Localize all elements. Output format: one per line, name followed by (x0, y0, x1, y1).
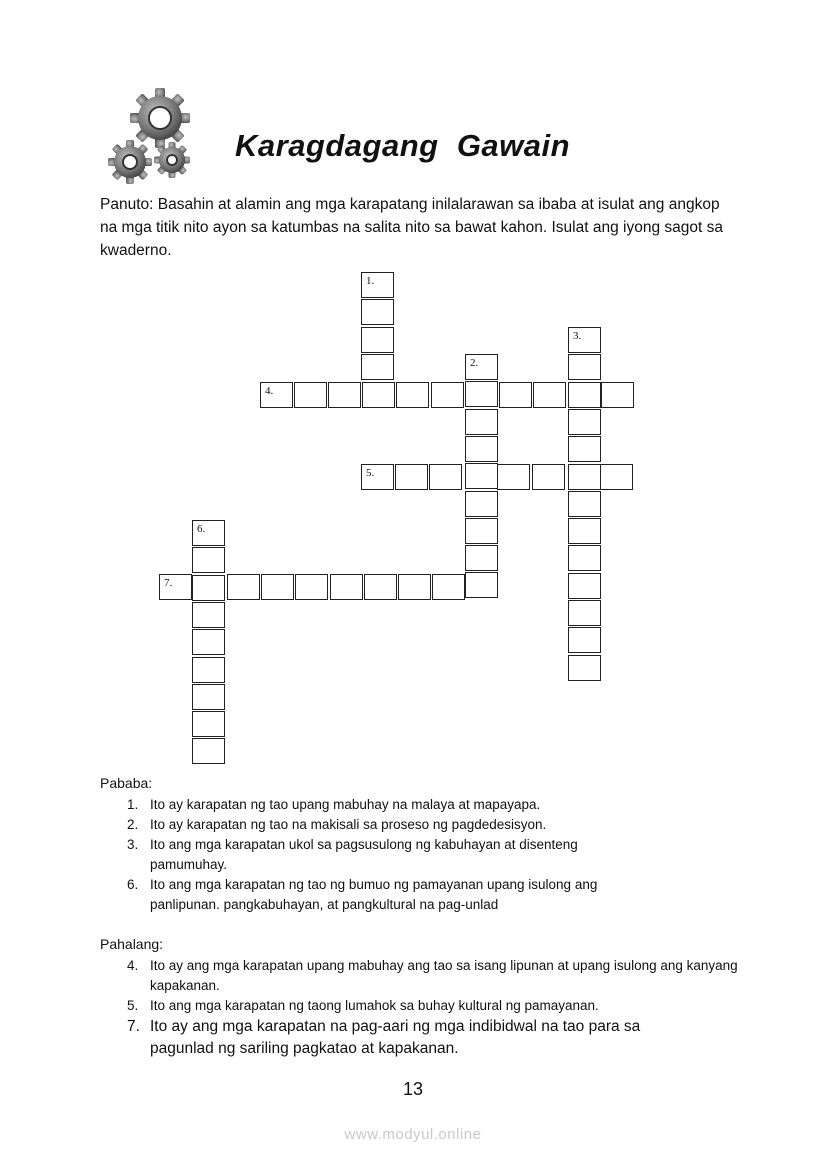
crossword-cell (192, 547, 225, 573)
clue-down-1: 1. Ito ay karapatan ng tao upang mabuhay na malaya at mapayapa. (127, 797, 541, 812)
crossword-cell (465, 572, 498, 598)
crossword-number: 1. (366, 275, 375, 287)
crossword-cell (396, 382, 429, 408)
crossword-cell (159, 574, 192, 600)
crossword-cell (499, 382, 532, 408)
crossword-cell (568, 464, 601, 490)
clue-across-5: 5. Ito ang mga karapatan ng taong lumahok sa buhay kultural ng pamayanan. (127, 998, 599, 1013)
crossword-cell (600, 464, 633, 490)
clues-down (100, 775, 750, 915)
crossword-cell (330, 574, 363, 600)
crossword-cell (568, 627, 601, 653)
crossword-cell (361, 464, 394, 490)
crossword-number: 6. (197, 523, 206, 535)
crossword-cell (361, 354, 394, 380)
clues-across (100, 936, 750, 1060)
crossword-cell (465, 381, 498, 407)
crossword-cell (533, 382, 566, 408)
crossword-cell (568, 573, 601, 599)
crossword-number: 2. (470, 357, 479, 369)
crossword-cell (429, 464, 462, 490)
crossword-cell (497, 464, 530, 490)
crossword-cell (465, 354, 498, 380)
crossword-cell (465, 518, 498, 544)
crossword-cell (364, 574, 397, 600)
crossword-cell (192, 520, 225, 546)
crossword-cell (465, 545, 498, 571)
watermark: www.modyul.online (344, 1126, 482, 1143)
crossword-number: 3. (573, 330, 582, 342)
crossword-cell (568, 518, 601, 544)
crossword-cell (192, 738, 225, 764)
crossword-cell (192, 602, 225, 628)
crossword-cell (227, 574, 260, 600)
crossword-cell (568, 491, 601, 517)
crossword-number: 7. (164, 577, 173, 589)
crossword-cell (398, 574, 431, 600)
crossword-cell (361, 299, 394, 325)
crossword-cell (192, 684, 225, 710)
clue-across-7: 7. Ito ay ang mga karapatan na pag-aari ng mga indibidwal na tao para sa pagunlad ng sariling pagkatao at kapakanan. (127, 1018, 641, 1057)
crossword-cell (361, 327, 394, 353)
crossword-cell (192, 657, 225, 683)
crossword-cell (568, 409, 601, 435)
crossword-cell (432, 574, 465, 600)
crossword-cell (568, 354, 601, 380)
crossword-cell (361, 272, 394, 298)
crossword-cell (192, 575, 225, 601)
crossword-cell (568, 382, 601, 408)
crossword-cell (260, 382, 293, 408)
crossword-cell (294, 382, 327, 408)
page-title: Karagdagang Gawain (235, 128, 571, 163)
crossword-cell (431, 382, 464, 408)
crossword-cell (532, 464, 565, 490)
crossword-cell (261, 574, 294, 600)
clue-down-6: 6. Ito ang mga karapatan ng tao ng bumuo ng pamayanan upang isulong ang panlipunan. pangkabuhayan, at pangkultural na pag-unlad (127, 877, 598, 912)
crossword-cell (568, 545, 601, 571)
crossword-cell (465, 491, 498, 517)
crossword-cell (568, 436, 601, 462)
crossword-cell (328, 382, 361, 408)
crossword-cell (568, 600, 601, 626)
clue-down-2: 2. Ito ay karapatan ng tao na makisali sa proseso ng pagdedesisyon. (127, 817, 547, 832)
clue-down-3: 3. Ito ang mga karapatan ukol sa pagsusulong ng kabuhayan at disenteng pamumuhay. (127, 837, 578, 872)
gears-icon (108, 86, 200, 188)
crossword-cell (568, 327, 601, 353)
crossword-cell (465, 463, 498, 489)
crossword-number: 4. (265, 385, 274, 397)
crossword-cell (465, 436, 498, 462)
crossword-cell (192, 629, 225, 655)
crossword-cell (295, 574, 328, 600)
page-number: 13 (402, 1079, 424, 1099)
crossword-cell (568, 655, 601, 681)
crossword-cell (601, 382, 634, 408)
instructions: Panuto: Basahin at alamin ang mga karapatang inilalarawan sa ibaba at isulat ang angkop na mga titik nito ayon sa katumbas na salita nito sa bawat kahon. Isulat ang iyong sagot sa kwaderno. (100, 196, 723, 259)
crossword-cell (395, 464, 428, 490)
crossword-cell (362, 382, 395, 408)
crossword-cell (465, 409, 498, 435)
clue-across-4: 4. Ito ay ang mga karapatan upang mabuhay ang tao sa isang lipunan at upang isulong ang kanyang kapakanan. (127, 958, 738, 993)
clues-down-heading: Pababa: (100, 775, 153, 791)
clues-across-heading: Pahalang: (100, 936, 164, 952)
crossword-cell (192, 711, 225, 737)
crossword-number: 5. (366, 467, 375, 479)
